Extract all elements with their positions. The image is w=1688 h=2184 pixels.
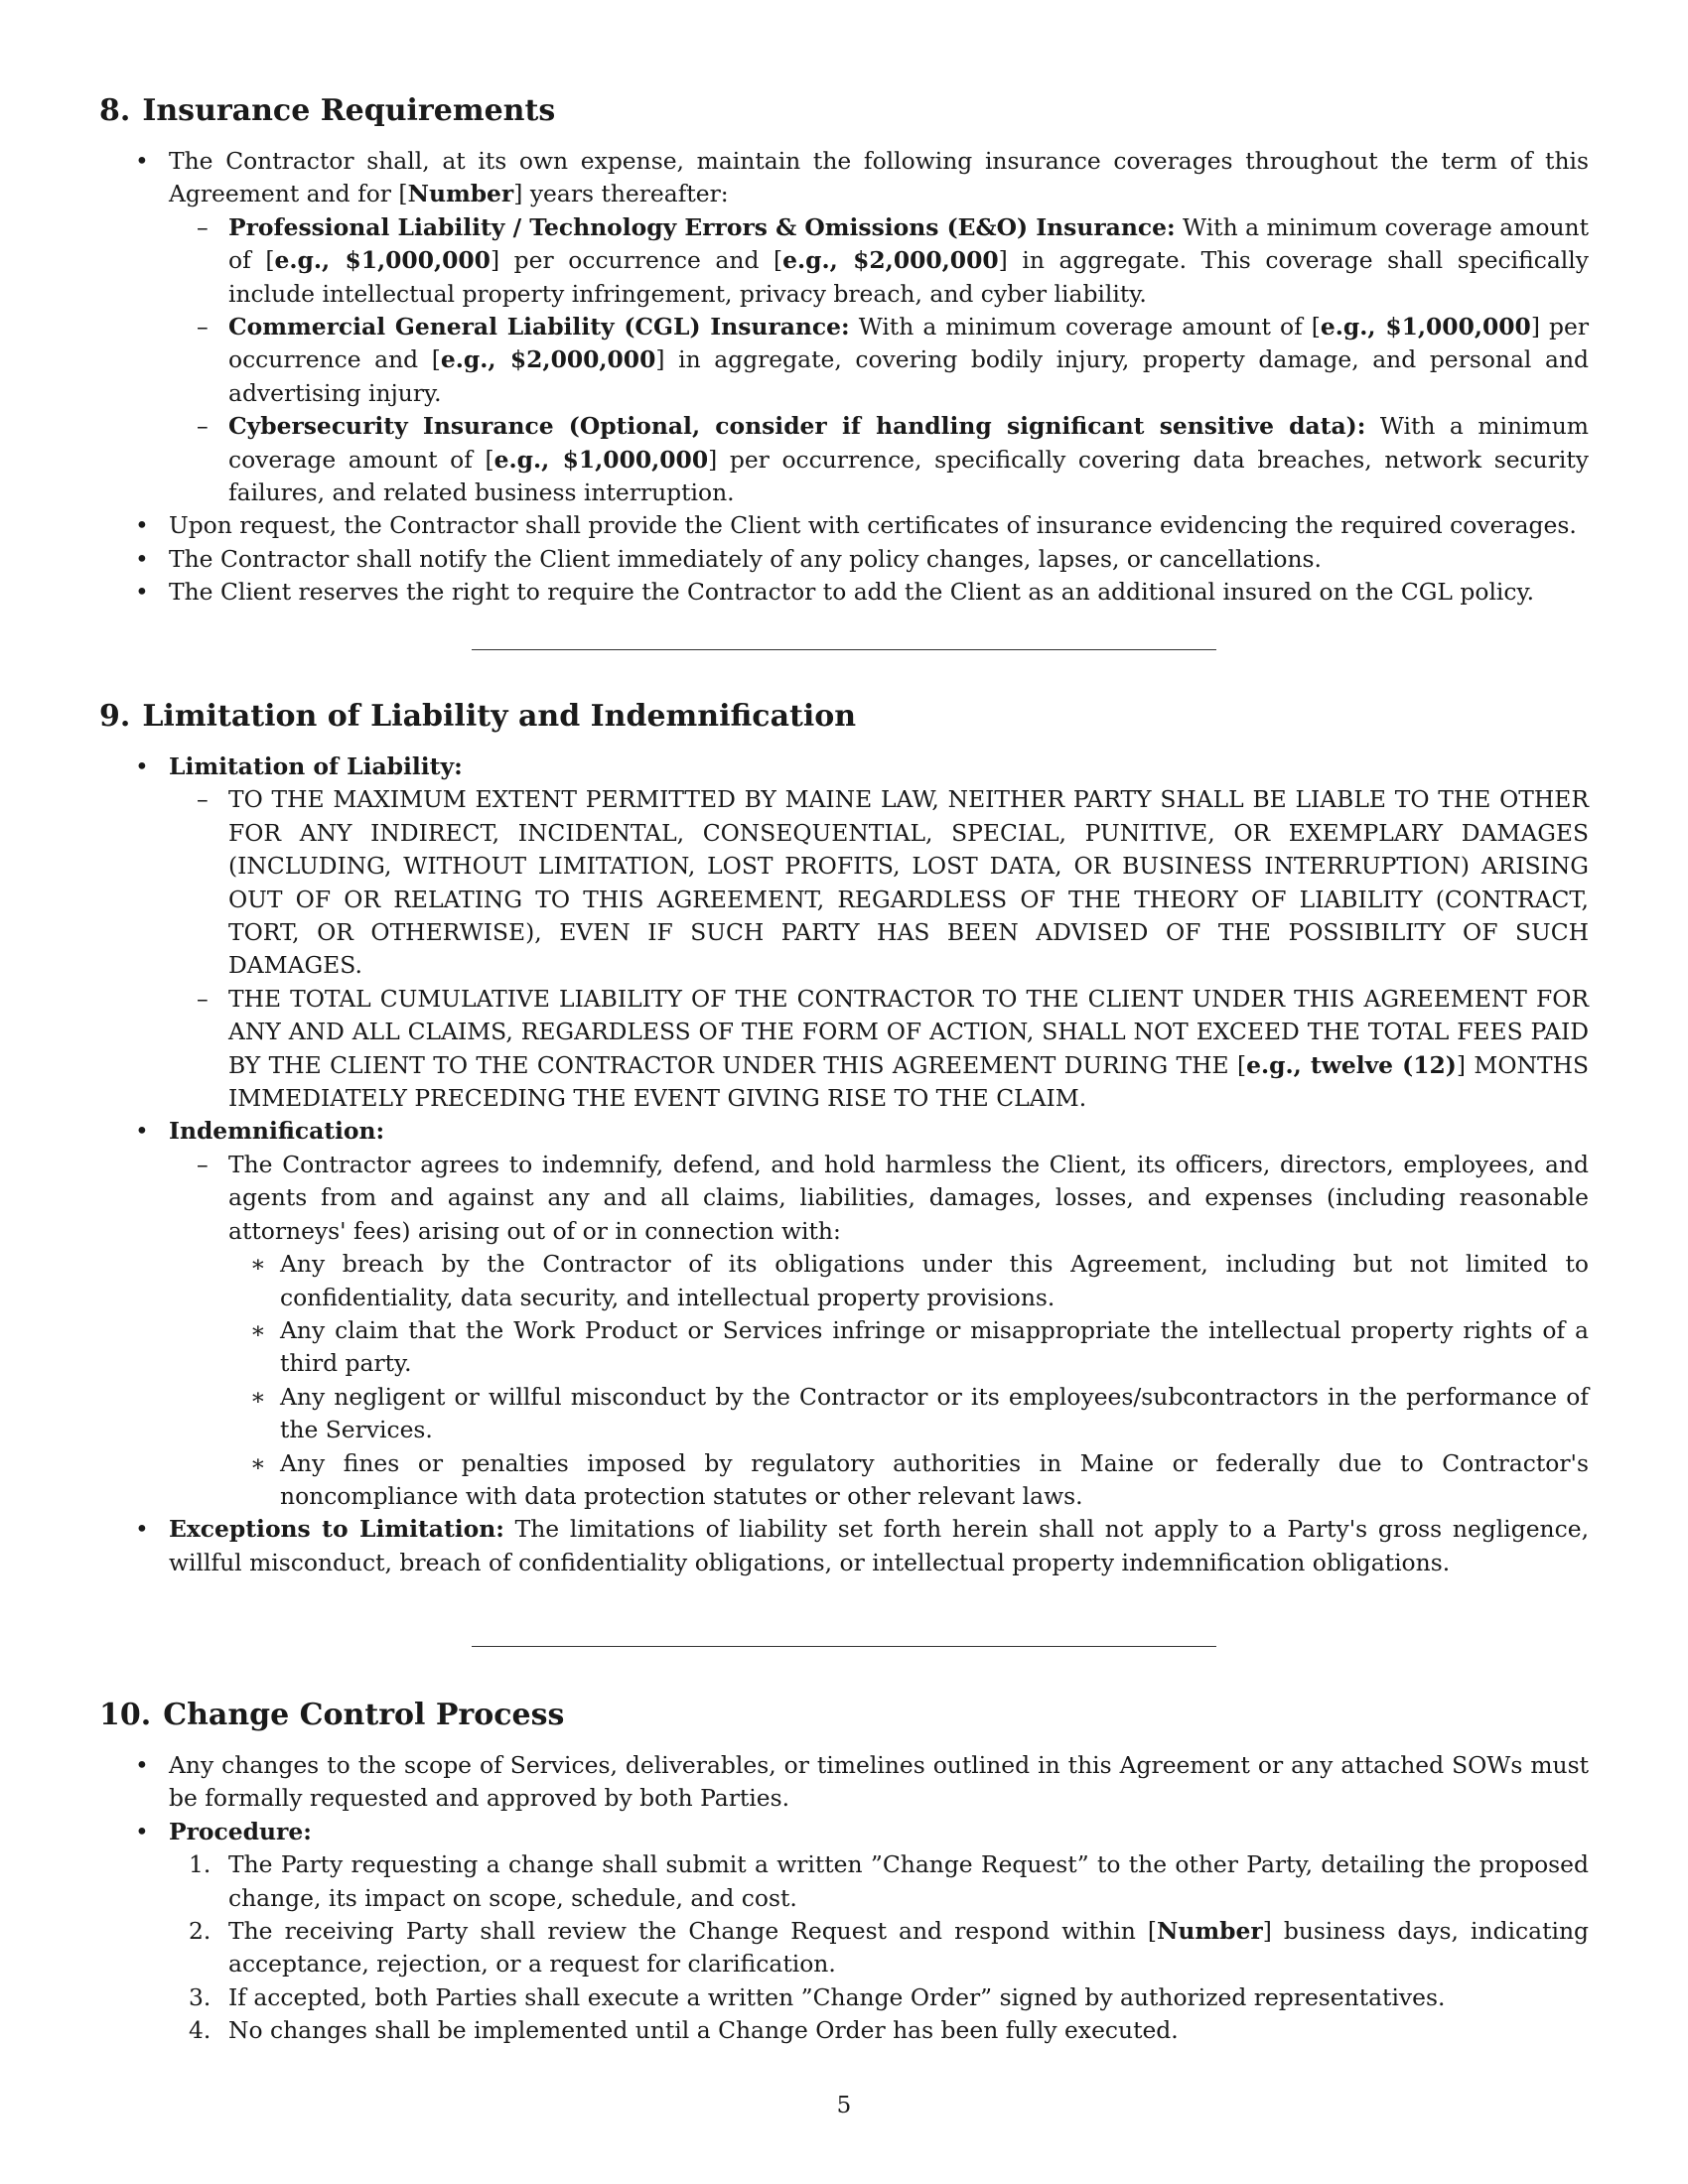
bullet-marker: •: [135, 1817, 149, 1845]
list-item: • Procedure: 1. The Party requesting a change shall submit a written ”Change Request” to the other Party, detailing the proposed change, its impact on scope, schedule, and cost. 2. The receiving Party shall review the Change Request and respond within [Number] business days, indicating acceptance, rejection, or a request for clarification. 3. If accepted, both Parties shall execute a written ”Change Order” signed by authorized representatives. 4. No changes shall be implemented until a Change Order has been fully executed.: [99, 1816, 1589, 2048]
bullet-marker: •: [135, 544, 149, 573]
section-title: Limitation of Liability and Indemnification: [142, 699, 857, 734]
number-marker: 4.: [189, 2016, 211, 2045]
bullet-marker: •: [135, 511, 149, 540]
section-number: 9.: [99, 699, 131, 734]
section-liability: [99, 697, 1589, 1579]
dash-marker: –: [197, 212, 209, 241]
page-number: 5: [836, 2093, 852, 2118]
star-marker: ∗: [250, 1315, 266, 1344]
list-item: ∗ Any breach by the Contractor of its obligations under this Agreement, including but not limited to confidentiality, data security, and intellectual property provisions.: [250, 1250, 1589, 1311]
list-item: – Cybersecurity Insurance (Optional, consider if handling significant sensitive data): With a minimum coverage amount of [e.g., $1,000,000] per occurrence, specifically covering data breaches, network security failures, and related business interruption.: [197, 412, 1589, 507]
section-divider: [99, 1646, 1589, 1647]
section-title: Change Control Process: [163, 1698, 565, 1732]
section-number: 8.: [99, 93, 131, 128]
section-heading: [99, 697, 1589, 737]
number-marker: 1.: [189, 1850, 211, 1879]
star-marker: ∗: [250, 1382, 266, 1411]
list-item: – THE TOTAL CUMULATIVE LIABILITY OF THE CONTRACTOR TO THE CLIENT UNDER THIS AGREEMENT FOR ANY AND ALL CLAIMS, REGARDLESS OF THE FORM OF ACTION, SHALL NOT EXCEED THE TOTAL FEES PAID BY THE CLIENT TO THE CONTRACTOR UNDER THIS AGREEMENT DURING THE [e.g., twelve (12)] MONTHS IMMEDIATELY PRECEDING THE EVENT GIVING RISE TO THE CLAIM.: [197, 984, 1589, 1113]
number-marker: 2.: [189, 1917, 211, 1946]
list-item: – Professional Liability / Technology Errors & Omissions (E&O) Insurance: With a minimum coverage amount of [e.g., $1,000,000] per occurrence and [e.g., $2,000,000] in aggregate. This coverage shall specifically include intellectual property infringement, privacy breach, and cyber liability.: [197, 212, 1590, 308]
list-item: • Limitation of Liability: – TO THE MAXIMUM EXTENT PERMITTED BY MAINE LAW, NEITHER PARTY SHALL BE LIABLE TO THE OTHER FOR ANY INDIRECT, INCIDENTAL, CONSEQUENTIAL, SPECIAL, PUNITIVE, OR EXEMPLARY DAMAGES (INCLUDING, WITHOUT LIMITATION, LOST PROFITS, LOST DATA, OR BUSINESS INTERRUPTION) ARISING OUT OF OR RELATING TO THIS AGREEMENT, REGARDLESS OF THE THEORY OF LIABILITY (CONTRACT, TORT, OR OTHERWISE), EVEN IF SUCH PARTY HAS BEEN ADVISED OF THE POSSIBILITY OF SUCH DAMAGES. – THE TOTAL CUMULATIVE LIABILITY OF THE CONTRACTOR TO THE CLIENT UNDER THIS AGREEMENT FOR ANY AND ALL CLAIMS, REGARDLESS OF THE FORM OF ACTION, SHALL NOT EXCEED THE TOTAL FEES PAID BY THE CLIENT TO THE CONTRACTOR UNDER THIS AGREEMENT DURING THE [e.g., twelve (12)] MONTHS IMMEDIATELY PRECEDING THE EVENT GIVING RISE TO THE CLAIM.: [99, 751, 1589, 1115]
list-item: • Upon request, the Contractor shall provide the Client with certificates of insurance evidencing the required coverages.: [99, 509, 1589, 542]
bullet-marker: •: [135, 752, 149, 780]
list-item: • Any changes to the scope of Services, deliverables, or timelines outlined in this Agreement or any attached SOWs must be formally requested and approved by both Parties.: [135, 1751, 1589, 1813]
list-item: • The Contractor shall, at its own expense, maintain the following insurance coverages throughout the term of this Agreement and for [Number] years thereafter: – Professional Liability / Technology Errors & Omissions (E&O) Insurance: With a minimum coverage amount of [e.g., $1,000,000] per occurrence and [e.g., $2,000,000] in aggregate. This coverage shall specifically include intellectual property infringement, privacy breach, and cyber liability. – Commercial General Liability (CGL) Insurance: With a minimum coverage amount of [e.g., $1,000,000] per occurrence and [e.g., $2,000,000] in aggregate, covering bodily injury, property damage, and personal and advertising injury. – Cybersecurity Insurance (Optional, consider if handling significant sensitive data): With a minimum coverage amount of [e.g., $1,000,000] per occurrence, specifically covering data breaches, network security failures, and related business interruption.: [99, 145, 1589, 509]
star-marker: ∗: [250, 1448, 266, 1477]
list-item: – Commercial General Liability (CGL) Insurance: With a minimum coverage amount of [e.g., $1,000,000] per occurrence and [e.g., $2,000,000] in aggregate, covering bodily injury, property damage, and personal and advertising injury.: [197, 313, 1589, 407]
list-item: ∗ Any fines or penalties imposed by regulatory authorities in Maine or federally due to Contractor's noncompliance with data protection statutes or other relevant laws.: [250, 1448, 1589, 1510]
number-marker: 3.: [189, 1982, 211, 2011]
bullet-marker: •: [135, 1751, 149, 1779]
list-item: ∗ Any negligent or willful misconduct by the Contractor or its employees/subcontractors in the performance of the Services.: [250, 1382, 1589, 1444]
dash-marker: –: [197, 785, 209, 814]
list-item: – The Contractor agrees to indemnify, defend, and hold harmless the Client, its officers, directors, employees, and agents from and against any and all claims, liabilities, damages, losses, and expenses (including reasonable attorneys' fees) arising out of or in connection with: ∗ Any breach by the Contractor of its obligations under this Agreement, including but not limited to confidentiality, data security, and intellectual property provisions. ∗ Any claim that the Work Product or Services infringe or misappropriate the intellectual property rights of a third party. ∗ Any negligent or willful misconduct by the Contractor or its employees/subcontractors in the performance of the Services. ∗ Any fines or penalties imposed by regulatory authorities in Maine or federally due to Contractor's noncompliance with data protection statutes or other relevant laws.: [99, 1149, 1589, 1513]
list-item: • Exceptions to Limitation: The limitations of liability set forth herein shall not apply to a Party's gross negligence, willful misconduct, breach of confidentiality obligations, or intellectual property indemnification obligations.: [135, 1515, 1590, 1576]
list-item: • Indemnification: – The Contractor agrees to indemnify, defend, and hold harmless the Client, its officers, directors, employees, and agents from and against any and all claims, liabilities, damages, losses, and expenses (including reasonable attorneys' fees) arising out of or in connection with: ∗ Any breach by the Contractor of its obligations under this Agreement, including but not limited to confidentiality, data security, and intellectual property provisions. ∗ Any claim that the Work Product or Services infringe or misappropriate the intellectual property rights of a third party. ∗ Any negligent or willful misconduct by the Contractor or its employees/subcontractors in the performance of the Services. ∗ Any fines or penalties imposed by regulatory authorities in Maine or federally due to Contractor's noncompliance with data protection statutes or other relevant laws.: [99, 1115, 1589, 1513]
dash-marker: –: [197, 412, 209, 441]
list-item: 1. The Party requesting a change shall submit a written ”Change Request” to the other Party, detailing the proposed change, its impact on scope, schedule, and cost.: [189, 1850, 1589, 1912]
list-item: – TO THE MAXIMUM EXTENT PERMITTED BY MAINE LAW, NEITHER PARTY SHALL BE LIABLE TO THE OTHER FOR ANY INDIRECT, INCIDENTAL, CONSEQUENTIAL, SPECIAL, PUNITIVE, OR EXEMPLARY DAMAGES (INCLUDING, WITHOUT LIMITATION, LOST PROFITS, LOST DATA, OR BUSINESS INTERRUPTION) ARISING OUT OF OR RELATING TO THIS AGREEMENT, REGARDLESS OF THE THEORY OF LIABILITY (CONTRACT, TORT, OR OTHERWISE), EVEN IF SUCH PARTY HAS BEEN ADVISED OF THE POSSIBILITY OF SUCH DAMAGES.: [197, 785, 1589, 980]
star-marker: ∗: [250, 1250, 266, 1279]
section-title: Insurance Requirements: [142, 93, 556, 128]
section-heading: [99, 1696, 1589, 1735]
list-item: 4. No changes shall be implemented until a Change Order has been fully executed.: [99, 2014, 1589, 2047]
list-item: • The Client reserves the right to require the Contractor to add the Client as an additional insured on the CGL policy.: [99, 576, 1589, 609]
section-number: 10.: [99, 1698, 152, 1732]
list-item: • The Contractor shall notify the Client immediately of any policy changes, lapses, or cancellations.: [99, 543, 1589, 576]
section-heading: [99, 91, 1589, 131]
list-item: ∗ Any claim that the Work Product or Services infringe or misappropriate the intellectual property rights of a third party.: [250, 1315, 1589, 1378]
dash-marker: –: [197, 1150, 209, 1178]
list-item: 2. The receiving Party shall review the Change Request and respond within [Number] business days, indicating acceptance, rejection, or a request for clarification.: [189, 1917, 1589, 1979]
bullet-marker: •: [135, 1117, 149, 1146]
dash-marker: –: [197, 984, 209, 1013]
section-divider: [99, 649, 1589, 650]
dash-marker: –: [197, 313, 209, 341]
bullet-marker: •: [135, 578, 149, 607]
list-item: 3. If accepted, both Parties shall execute a written ”Change Order” signed by authorized representatives.: [99, 1981, 1589, 2014]
bullet-marker: •: [135, 147, 149, 175]
bullet-marker: •: [135, 1515, 149, 1544]
section-insurance: [99, 91, 1589, 610]
section-change-control: [99, 1696, 1589, 2048]
